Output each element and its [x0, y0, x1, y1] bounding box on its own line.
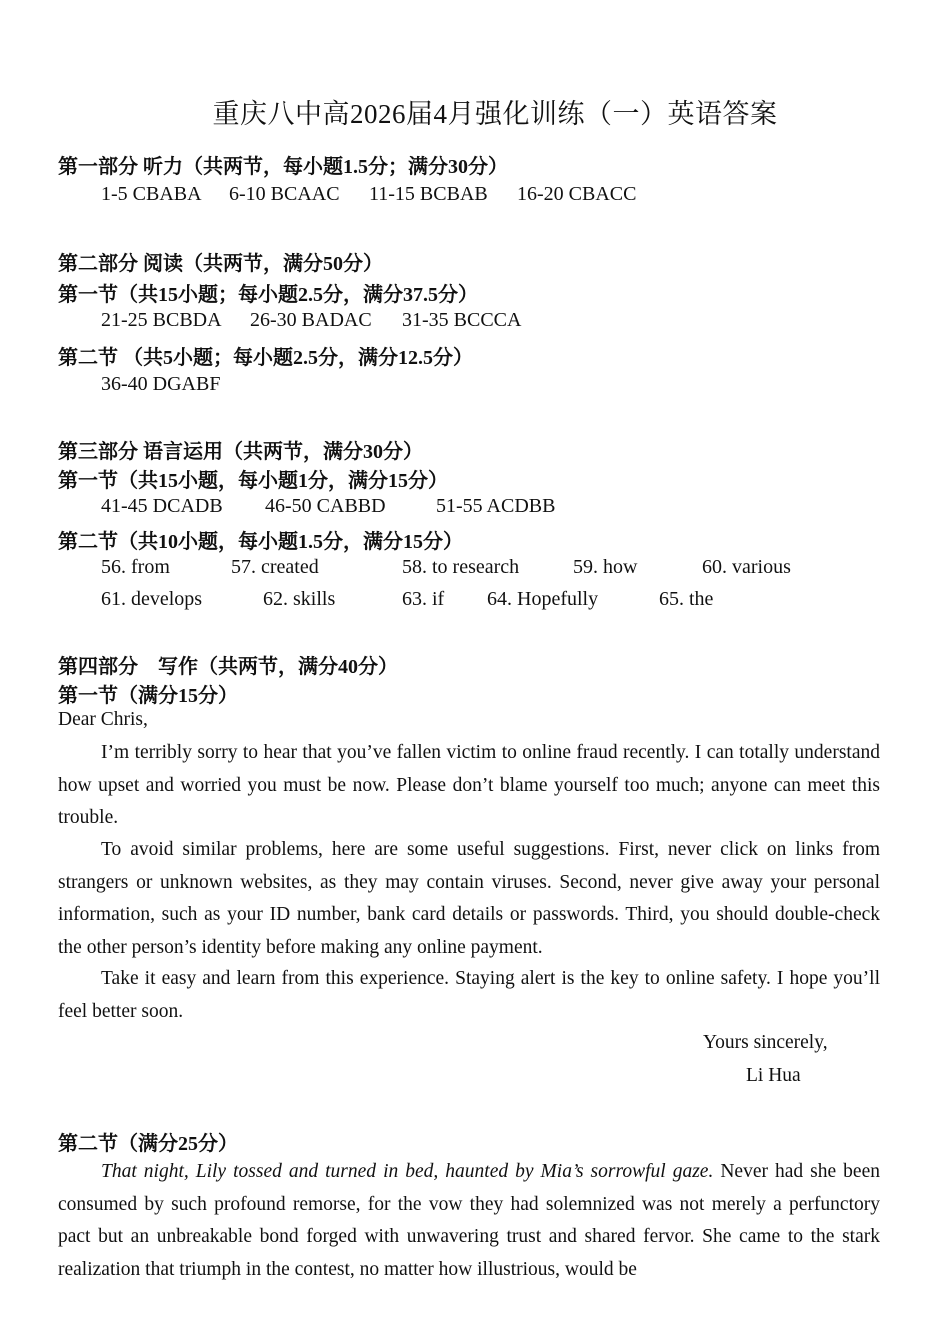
story-lead: That night, Lily tossed and turned in bed, haunted by Mia’s sorrowful gaze. [101, 1161, 714, 1182]
page-title: 重庆八中高2026届4月强化训练（一）英语答案 [212, 99, 778, 129]
fill-answer: 58. to research [402, 556, 520, 578]
part2-heading: 第二部分 阅读（共两节，满分50分） [58, 253, 383, 275]
fill-answer: 60. various [702, 556, 791, 578]
fill-answer: 64. Hopefully [487, 588, 599, 610]
answer-group: 11-15 BCBAB [369, 183, 488, 205]
part3-heading: 第三部分 语言运用（共两节，满分30分） [58, 441, 423, 463]
answer-group: 6-10 BCAAC [229, 183, 340, 205]
letter-greeting: Dear Chris, [58, 709, 148, 730]
part2-section1-heading: 第一节（共15小题；每小题2.5分，满分37.5分） [58, 284, 478, 306]
answer-group: 16-20 CBACC [517, 183, 637, 205]
answer-group: 46-50 CABBD [265, 495, 386, 517]
letter-signature: Li Hua [746, 1065, 801, 1086]
fill-answer: 65. the [659, 588, 714, 610]
story-paragraph [58, 1156, 880, 1286]
fill-answer-row [0, 556, 950, 582]
fill-answer: 61. develops [101, 588, 203, 610]
part3-section2-heading: 第二节（共10小题，每小题1.5分，满分15分） [58, 531, 463, 553]
answer-group: 36-40 DGABF [101, 373, 221, 395]
letter-paragraph: Take it easy and learn from this experience. Staying alert is the key to online safety. I hope you’ll feel better soon. [58, 968, 880, 1022]
fill-answer: 56. from [101, 556, 170, 578]
fill-answer: 57. created [231, 556, 319, 578]
letter-paragraph: I’m terribly sorry to hear that you’ve fallen victim to online fraud recently. I can totally understand how upset and worried you must be now. Please don’t blame yourself too much; anyone can meet this trouble. [58, 742, 880, 828]
answer-group: 26-30 BADAC [250, 309, 372, 331]
fill-answer: 62. skills [263, 588, 336, 610]
fill-answer: 59. how [573, 556, 638, 578]
letter-paragraph: To avoid similar problems, here are some useful suggestions. First, never click on links from strangers or unknown websites, as they may contain viruses. Second, never give away your personal information, such as your ID number, bank card details or passwords. Third, you should double-check the other person’s identity before making any online payment. [58, 839, 880, 958]
answer-group: 51-55 ACDBB [436, 495, 556, 517]
part2-section2-heading: 第二节 （共5小题；每小题2.5分，满分12.5分） [58, 347, 473, 369]
part3-section1-heading: 第一节（共15小题，每小题1分，满分15分） [58, 470, 448, 492]
answer-group: 31-35 BCCCA [402, 309, 522, 331]
answer-group: 41-45 DCADB [101, 495, 223, 517]
answer-group: 21-25 BCBDA [101, 309, 222, 331]
letter-closing: Yours sincerely, [703, 1032, 828, 1053]
part4-heading: 第四部分 写作（共两节，满分40分） [58, 656, 398, 678]
answer-group: 1-5 CBABA [101, 183, 202, 205]
fill-answer-row [0, 588, 950, 614]
fill-answer: 63. if [402, 588, 445, 610]
part4-section2-heading: 第二节（满分25分） [58, 1133, 238, 1155]
part1-heading: 第一部分 听力（共两节，每小题1.5分；满分30分） [58, 156, 508, 178]
part4-section1-heading: 第一节（满分15分） [58, 685, 238, 707]
story-body: Never had she been consumed by such profound remorse, for the vow they had solemnized was not merely a perfunctory pact but an unbreakable bond forged with unwavering trust and shared fervor. She came to the stark realization that triumph in the contest, no matter how illustrious, would be [58, 1161, 880, 1280]
